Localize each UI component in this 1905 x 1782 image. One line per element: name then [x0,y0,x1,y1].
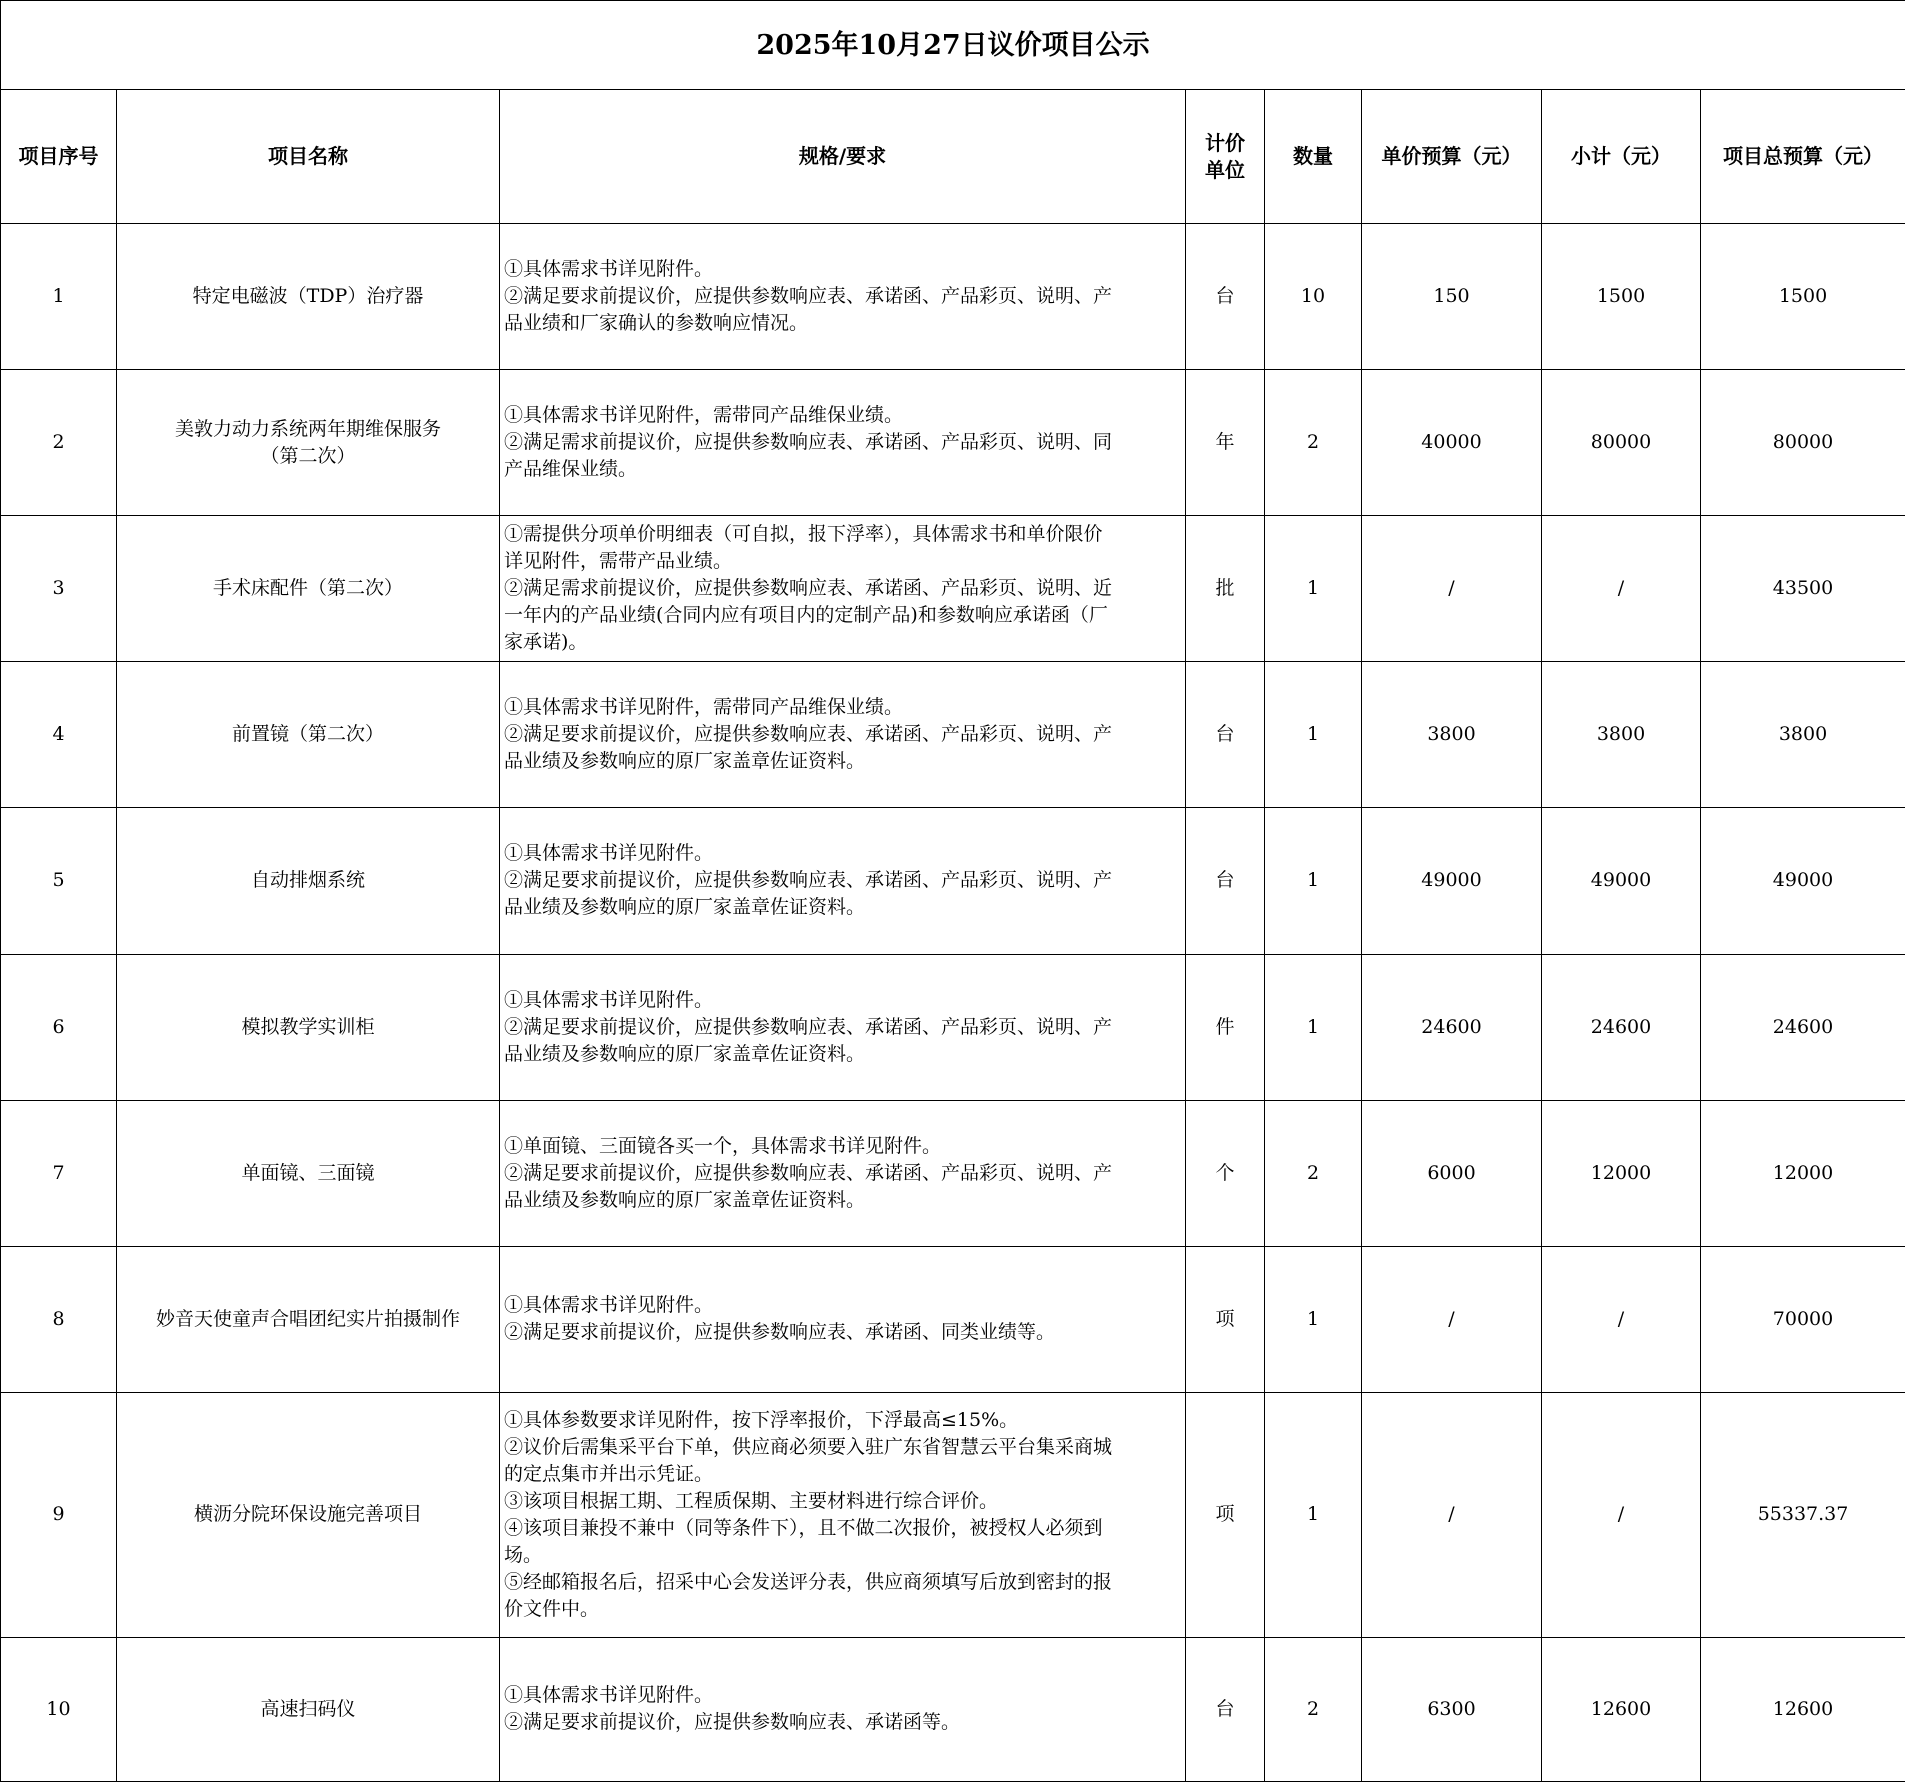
table-body [1,224,1905,1782]
row-spec [500,1246,1186,1392]
row-spec [500,662,1186,808]
row-spec-line: ①单面镜、三面镜各买一个，具体需求书详见附件。 [504,1134,942,1157]
header-row [1,90,1905,224]
row-spec-line: 详见附件，需带产品业绩。 [504,550,733,573]
row-seq: 6 [1,954,117,1100]
row-seq: 9 [1,1392,117,1637]
row-subtotal: 1500 [1542,224,1701,370]
row-spec-line: ②满足要求前提议价，应提供参数响应表、承诺函、产品彩页、说明、产 [504,285,1113,308]
table-row [1,808,1905,954]
row-spec-line: ②满足需求前提议价，应提供参数响应表、承诺函、产品彩页、说明、近 [504,577,1113,600]
row-unit: 台 [1186,808,1265,954]
row-unit: 件 [1186,954,1265,1100]
row-spec-line: ②满足需求前提议价，应提供参数响应表、承诺函、产品彩页、说明、同 [504,431,1113,454]
table-row [1,954,1905,1100]
row-spec [500,370,1186,516]
row-subtotal: 12000 [1542,1100,1701,1246]
header-subtotal: 小计（元） [1542,90,1701,224]
row-name-line: 高速扫码仪 [260,1697,356,1720]
row-subtotal: 12600 [1542,1637,1701,1781]
row-spec-line: 品业绩及参数响应的原厂家盖章佐证资料。 [504,1042,866,1065]
table-row [1,662,1905,808]
row-name-line: 妙音天使童声合唱团纪实片拍摄制作 [155,1307,460,1330]
row-unit: 项 [1186,1246,1265,1392]
row-name-line: 前置镜（第二次） [231,723,384,746]
row-seq: 2 [1,370,117,516]
row-name-line: 手术床配件（第二次） [212,577,403,600]
header-spec: 规格/要求 [500,90,1186,224]
table-row [1,516,1905,662]
row-unit: 批 [1186,516,1265,662]
row-spec [500,516,1186,662]
row-unit: 台 [1186,224,1265,370]
row-total: 24600 [1701,954,1905,1100]
row-name-line: 美敦力动力系统两年期维保服务 [174,417,441,440]
row-subtotal: / [1542,516,1701,662]
row-spec-line: ①需提供分项单价明细表（可自拟，报下浮率），具体需求书和单价限价 [504,523,1103,546]
table-row [1,1392,1905,1637]
row-total: 12600 [1701,1637,1905,1781]
row-name-line: 横沥分院环保设施完善项目 [193,1503,422,1526]
row-name [117,954,500,1100]
row-spec-line: ①具体需求书详见附件。 [504,1294,714,1317]
row-qty: 1 [1265,954,1362,1100]
row-spec-line: ②满足要求前提议价，应提供参数响应表、承诺函、同类业绩等。 [504,1321,1056,1344]
row-qty: 1 [1265,808,1362,954]
row-unit-price: / [1362,1246,1542,1392]
row-spec-line: ①具体需求书详见附件。 [504,1684,714,1707]
row-spec-line: ①具体需求书详见附件。 [504,988,714,1011]
page-title: 2025年10月27日议价项目公示 [1,1,1905,90]
row-qty: 1 [1265,516,1362,662]
header-seq: 项目序号 [1,90,117,224]
row-spec-line: 品业绩和厂家确认的参数响应情况。 [504,312,809,335]
row-subtotal: 80000 [1542,370,1701,516]
row-name [117,662,500,808]
row-total: 55337.37 [1701,1392,1905,1637]
row-unit: 年 [1186,370,1265,516]
row-qty: 1 [1265,1246,1362,1392]
row-unit-price: 6000 [1362,1100,1542,1246]
row-spec-line: ②满足要求前提议价，应提供参数响应表、承诺函、产品彩页、说明、产 [504,723,1113,746]
row-spec-line: ②满足要求前提议价，应提供参数响应表、承诺函、产品彩页、说明、产 [504,869,1113,892]
row-name [117,1246,500,1392]
row-qty: 1 [1265,662,1362,808]
row-spec-line: ①具体需求书详见附件。 [504,842,714,865]
row-name [117,1100,500,1246]
row-name-line: 单面镜、三面镜 [241,1161,375,1184]
row-name-line: 模拟教学实训柜 [241,1015,375,1038]
header-name: 项目名称 [117,90,500,224]
row-unit-price: 6300 [1362,1637,1542,1781]
row-unit-price: 49000 [1362,808,1542,954]
row-spec [500,808,1186,954]
row-spec-line: 价文件中。 [504,1597,600,1620]
header-unit [1186,90,1265,224]
row-spec [500,954,1186,1100]
row-total: 43500 [1701,516,1905,662]
row-spec [500,1392,1186,1637]
row-spec-line: ③该项目根据工期、工程质保期、主要材料进行综合评价。 [504,1489,999,1512]
row-spec-line: 场。 [504,1543,543,1566]
row-unit-price: / [1362,516,1542,662]
row-total: 80000 [1701,370,1905,516]
row-unit-price: 150 [1362,224,1542,370]
row-subtotal: / [1542,1246,1701,1392]
table-row [1,224,1905,370]
row-unit-price: / [1362,1392,1542,1637]
row-spec-line: 品业绩及参数响应的原厂家盖章佐证资料。 [504,750,866,773]
row-spec-line: 家承诺)。 [504,631,588,654]
header-unit-price: 单价预算（元） [1362,90,1542,224]
row-subtotal: 24600 [1542,954,1701,1100]
row-unit-price: 24600 [1362,954,1542,1100]
row-qty: 2 [1265,1637,1362,1781]
table-row [1,1100,1905,1246]
row-name-line: 特定电磁波（TDP）治疗器 [192,285,424,308]
row-qty: 10 [1265,224,1362,370]
row-seq: 7 [1,1100,117,1246]
row-unit: 个 [1186,1100,1265,1246]
header-unit-line: 计价 [1205,130,1245,155]
row-spec-line: ④该项目兼投不兼中（同等条件下），且不做二次报价，被授权人必须到 [504,1516,1103,1539]
row-total: 49000 [1701,808,1905,954]
row-spec-line: ⑤经邮箱报名后，招采中心会发送评分表，供应商须填写后放到密封的报 [504,1570,1113,1593]
row-subtotal: / [1542,1392,1701,1637]
header-total: 项目总预算（元） [1701,90,1905,224]
row-total: 12000 [1701,1100,1905,1246]
table-row [1,1246,1905,1392]
row-spec [500,1637,1186,1781]
header-qty: 数量 [1265,90,1362,224]
row-spec-line: ②议价后需集采平台下单，供应商必须要入驻广东省智慧云平台集采商城 [504,1435,1113,1458]
row-name-line: （第二次） [260,444,356,467]
row-total: 1500 [1701,224,1905,370]
row-qty: 2 [1265,370,1362,516]
row-seq: 8 [1,1246,117,1392]
row-spec-line: ①具体需求书详见附件，需带同产品维保业绩。 [504,696,904,719]
row-name [117,516,500,662]
row-spec-line: ②满足要求前提议价，应提供参数响应表、承诺函、产品彩页、说明、产 [504,1161,1113,1184]
row-spec-line: 一年内的产品业绩(合同内应有项目内的定制产品)和参数响应承诺函（厂 [504,604,1108,627]
row-spec-line: ①具体需求书详见附件。 [504,258,714,281]
row-spec-line: ②满足要求前提议价，应提供参数响应表、承诺函等。 [504,1711,961,1734]
row-spec-line: ②满足要求前提议价，应提供参数响应表、承诺函、产品彩页、说明、产 [504,1015,1113,1038]
row-qty: 1 [1265,1392,1362,1637]
table-row [1,370,1905,516]
row-subtotal: 49000 [1542,808,1701,954]
row-total: 3800 [1701,662,1905,808]
row-unit-price: 40000 [1362,370,1542,516]
row-spec-line: 品业绩及参数响应的原厂家盖章佐证资料。 [504,1188,866,1211]
row-unit: 项 [1186,1392,1265,1637]
header-unit-line: 单位 [1205,157,1245,182]
row-name [117,370,500,516]
row-name [117,808,500,954]
row-name [117,224,500,370]
row-seq: 5 [1,808,117,954]
row-seq: 3 [1,516,117,662]
row-name [117,1392,500,1637]
row-unit-price: 3800 [1362,662,1542,808]
row-spec-line: ①具体参数要求详见附件，按下浮率报价，下浮最高≤15%。 [504,1408,1019,1431]
row-spec-line: 品业绩及参数响应的原厂家盖章佐证资料。 [504,896,866,919]
row-subtotal: 3800 [1542,662,1701,808]
row-seq: 1 [1,224,117,370]
row-spec [500,224,1186,370]
row-qty: 2 [1265,1100,1362,1246]
row-unit: 台 [1186,1637,1265,1781]
row-total: 70000 [1701,1246,1905,1392]
row-spec-line: 产品维保业绩。 [504,458,638,481]
row-seq: 4 [1,662,117,808]
row-name [117,1637,500,1781]
row-spec-line: 的定点集市并出示凭证。 [504,1462,714,1485]
table-row [1,1637,1905,1781]
row-spec-line: ①具体需求书详见附件，需带同产品维保业绩。 [504,404,904,427]
row-unit: 台 [1186,662,1265,808]
row-name-line: 自动排烟系统 [250,869,365,892]
row-seq: 10 [1,1637,117,1781]
row-spec [500,1100,1186,1246]
